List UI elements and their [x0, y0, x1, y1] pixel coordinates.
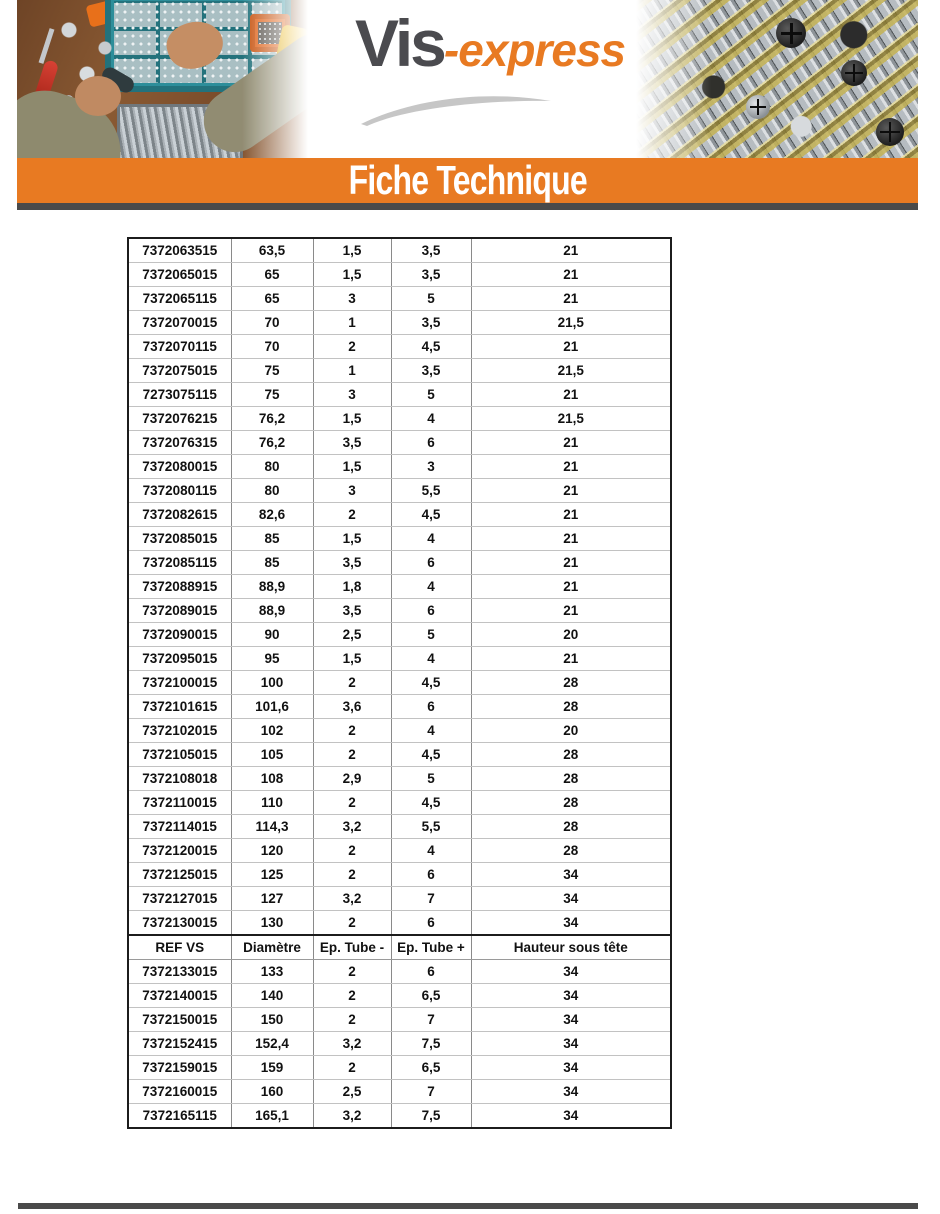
- table-cell: 21: [471, 647, 671, 671]
- table-cell: 165,1: [231, 1104, 313, 1129]
- table-cell: 114,3: [231, 815, 313, 839]
- table-row: [128, 359, 671, 383]
- table-cell: 21: [471, 335, 671, 359]
- table-row: [128, 887, 671, 911]
- spec-table-body: [128, 238, 671, 1128]
- table-cell: 85: [231, 527, 313, 551]
- table-cell: 34: [471, 1080, 671, 1104]
- table-cell: 1,5: [313, 407, 391, 431]
- table-row: [128, 839, 671, 863]
- table-cell: 6,5: [391, 984, 471, 1008]
- table-cell: 7372080115: [128, 479, 231, 503]
- table-cell: 21: [471, 455, 671, 479]
- table-cell: 7: [391, 887, 471, 911]
- table-cell: 70: [231, 335, 313, 359]
- table-cell: 85: [231, 551, 313, 575]
- table-cell: 20: [471, 719, 671, 743]
- table-cell: 3: [313, 479, 391, 503]
- table-row: [128, 1104, 671, 1129]
- banner: [17, 158, 918, 203]
- logo-swoosh: [359, 92, 559, 128]
- table-cell: 70: [231, 311, 313, 335]
- table-cell: 4,5: [391, 671, 471, 695]
- table-cell: 3,2: [313, 887, 391, 911]
- table-cell: 2,9: [313, 767, 391, 791]
- table-cell: 7372085115: [128, 551, 231, 575]
- column-header-cell: REF VS: [128, 935, 231, 960]
- table-cell: 7273075115: [128, 383, 231, 407]
- table-row: [128, 383, 671, 407]
- table-cell: 2,5: [313, 623, 391, 647]
- table-cell: 7372150015: [128, 1008, 231, 1032]
- table-cell: 34: [471, 1032, 671, 1056]
- table-cell: 4: [391, 839, 471, 863]
- table-cell: 28: [471, 695, 671, 719]
- table-cell: 1,5: [313, 647, 391, 671]
- table-cell: 7372065015: [128, 263, 231, 287]
- table-cell: 7372120015: [128, 839, 231, 863]
- photo-fade: [242, 0, 317, 158]
- table-cell: 4: [391, 647, 471, 671]
- table-cell: 3,5: [391, 359, 471, 383]
- table-cell: 130: [231, 911, 313, 936]
- table-cell: 21: [471, 551, 671, 575]
- table-cell: 21,5: [471, 359, 671, 383]
- table-cell: 7372070015: [128, 311, 231, 335]
- table-cell: 3,5: [391, 311, 471, 335]
- table-cell: 150: [231, 1008, 313, 1032]
- column-header-cell: Ep. Tube -: [313, 935, 391, 960]
- table-cell: 3,5: [391, 238, 471, 263]
- table-cell: 6: [391, 431, 471, 455]
- column-header-cell: Hauteur sous tête: [471, 935, 671, 960]
- table-cell: 28: [471, 791, 671, 815]
- table-cell: 2: [313, 335, 391, 359]
- table-row: [128, 455, 671, 479]
- table-row: [128, 335, 671, 359]
- table-cell: 21,5: [471, 407, 671, 431]
- table-cell: 2: [313, 503, 391, 527]
- table-row: [128, 647, 671, 671]
- table-row: [128, 719, 671, 743]
- table-container: [127, 237, 672, 1129]
- table-cell: 3,6: [313, 695, 391, 719]
- table-row: [128, 431, 671, 455]
- table-cell: 3,5: [391, 263, 471, 287]
- table-cell: 75: [231, 359, 313, 383]
- screwdriver-shaft: [39, 28, 55, 64]
- table-cell: 120: [231, 839, 313, 863]
- table-cell: 4,5: [391, 743, 471, 767]
- table-cell: 21: [471, 479, 671, 503]
- table-cell: 2,5: [313, 1080, 391, 1104]
- page-title: Fiche Technique: [348, 157, 587, 203]
- table-row: [128, 767, 671, 791]
- table-row: [128, 479, 671, 503]
- table-cell: 75: [231, 383, 313, 407]
- table-cell: 34: [471, 984, 671, 1008]
- table-cell: 34: [471, 1056, 671, 1080]
- table-cell: 100: [231, 671, 313, 695]
- screw-head-icon: [746, 95, 770, 119]
- table-cell: 6: [391, 599, 471, 623]
- table-cell: 2: [313, 960, 391, 984]
- table-cell: 34: [471, 863, 671, 887]
- table-row: [128, 503, 671, 527]
- table-row: [128, 960, 671, 984]
- table-cell: 3,2: [313, 1032, 391, 1056]
- table-cell: 5,5: [391, 815, 471, 839]
- table-cell: 1,5: [313, 238, 391, 263]
- table-cell: 2: [313, 911, 391, 936]
- table-cell: 34: [471, 1104, 671, 1129]
- table-cell: 3,5: [313, 599, 391, 623]
- table-cell: 76,2: [231, 407, 313, 431]
- table-cell: 7372088915: [128, 575, 231, 599]
- table-cell: 34: [471, 1008, 671, 1032]
- table-cell: 7372070115: [128, 335, 231, 359]
- table-cell: 4: [391, 527, 471, 551]
- table-cell: 3: [313, 383, 391, 407]
- table-cell: 7372076215: [128, 407, 231, 431]
- photo-fade: [626, 0, 711, 158]
- table-cell: 2: [313, 671, 391, 695]
- table-cell: 82,6: [231, 503, 313, 527]
- table-cell: 101,6: [231, 695, 313, 719]
- table-cell: 7372127015: [128, 887, 231, 911]
- table-cell: 21: [471, 263, 671, 287]
- table-cell: 95: [231, 647, 313, 671]
- table-cell: 7372159015: [128, 1056, 231, 1080]
- table-cell: 5,5: [391, 479, 471, 503]
- table-cell: 7372080015: [128, 455, 231, 479]
- table-cell: 7: [391, 1080, 471, 1104]
- screw-head-icon: [776, 18, 806, 48]
- table-cell: 63,5: [231, 238, 313, 263]
- table-cell: 4,5: [391, 791, 471, 815]
- table-cell: 105: [231, 743, 313, 767]
- table-cell: 7372076315: [128, 431, 231, 455]
- logo-express-text: -express: [443, 24, 626, 76]
- table-cell: 3,2: [313, 815, 391, 839]
- table-cell: 108: [231, 767, 313, 791]
- table-row: [128, 791, 671, 815]
- table-cell: 7372085015: [128, 527, 231, 551]
- table-cell: 1: [313, 311, 391, 335]
- table-cell: 21: [471, 431, 671, 455]
- table-cell: 4: [391, 719, 471, 743]
- table-cell: 5: [391, 623, 471, 647]
- table-cell: 2: [313, 719, 391, 743]
- table-cell: 4: [391, 407, 471, 431]
- table-row: [128, 1032, 671, 1056]
- table-cell: 21: [471, 599, 671, 623]
- table-cell: 7372110015: [128, 791, 231, 815]
- table-row: [128, 238, 671, 263]
- table-cell: 76,2: [231, 431, 313, 455]
- table-cell: 5: [391, 383, 471, 407]
- table-cell: 3,5: [313, 551, 391, 575]
- table-cell: 3,5: [313, 431, 391, 455]
- screw-pile-photo: [626, 0, 918, 158]
- table-cell: 65: [231, 263, 313, 287]
- table-cell: 28: [471, 815, 671, 839]
- table-cell: 2: [313, 839, 391, 863]
- table-cell: 2: [313, 863, 391, 887]
- table-cell: 21: [471, 503, 671, 527]
- table-cell: 4,5: [391, 503, 471, 527]
- table-cell: 7372160015: [128, 1080, 231, 1104]
- table-cell: 7: [391, 1008, 471, 1032]
- table-cell: 110: [231, 791, 313, 815]
- table-cell: 90: [231, 623, 313, 647]
- table-row: [128, 263, 671, 287]
- table-cell: 88,9: [231, 599, 313, 623]
- table-cell: 20: [471, 623, 671, 647]
- header: [17, 0, 918, 158]
- table-cell: 6: [391, 960, 471, 984]
- table-row: [128, 575, 671, 599]
- table-cell: 7372102015: [128, 719, 231, 743]
- table-cell: 6: [391, 863, 471, 887]
- table-cell: 7372101615: [128, 695, 231, 719]
- table-row: [128, 599, 671, 623]
- banner-underline: [17, 203, 918, 210]
- table-cell: 34: [471, 911, 671, 936]
- table-cell: 7372114015: [128, 815, 231, 839]
- table-cell: 34: [471, 887, 671, 911]
- column-header-cell: Ep. Tube +: [391, 935, 471, 960]
- table-cell: 4: [391, 575, 471, 599]
- table-cell: 28: [471, 767, 671, 791]
- footer-rule: [18, 1203, 918, 1209]
- table-cell: 80: [231, 479, 313, 503]
- table-cell: 3,2: [313, 1104, 391, 1129]
- table-row: [128, 863, 671, 887]
- table-cell: 4,5: [391, 335, 471, 359]
- table-cell: 7372133015: [128, 960, 231, 984]
- table-cell: 65: [231, 287, 313, 311]
- table-row: [128, 815, 671, 839]
- logo: [355, 6, 635, 140]
- table-row: [128, 743, 671, 767]
- table-cell: 127: [231, 887, 313, 911]
- table-cell: 6: [391, 551, 471, 575]
- table-row: [128, 1056, 671, 1080]
- table-row: [128, 527, 671, 551]
- table-cell: 1: [313, 359, 391, 383]
- table-cell: 140: [231, 984, 313, 1008]
- table-row: [128, 407, 671, 431]
- table-cell: 1,5: [313, 263, 391, 287]
- table-row: [128, 911, 671, 936]
- table-row: [128, 287, 671, 311]
- table-cell: 159: [231, 1056, 313, 1080]
- table-cell: 21: [471, 575, 671, 599]
- table-cell: 7372095015: [128, 647, 231, 671]
- table-cell: 7372063515: [128, 238, 231, 263]
- table-cell: 7372108018: [128, 767, 231, 791]
- table-cell: 7372090015: [128, 623, 231, 647]
- table-cell: 5: [391, 287, 471, 311]
- table-cell: 6: [391, 695, 471, 719]
- table-cell: 34: [471, 960, 671, 984]
- table-cell: 7372125015: [128, 863, 231, 887]
- table-row: [128, 984, 671, 1008]
- table-cell: 21: [471, 527, 671, 551]
- table-cell: 2: [313, 1056, 391, 1080]
- table-cell: 21: [471, 238, 671, 263]
- table-cell: 2: [313, 791, 391, 815]
- spec-table: [127, 237, 672, 1129]
- table-cell: 125: [231, 863, 313, 887]
- table-cell: 2: [313, 984, 391, 1008]
- table-cell: 28: [471, 839, 671, 863]
- table-cell: 21,5: [471, 311, 671, 335]
- table-cell: 21: [471, 383, 671, 407]
- table-cell: 7372165115: [128, 1104, 231, 1129]
- left-hand: [75, 76, 121, 116]
- table-cell: 21: [471, 287, 671, 311]
- table-cell: 1,5: [313, 455, 391, 479]
- table-cell: 7372089015: [128, 599, 231, 623]
- table-cell: 1,5: [313, 527, 391, 551]
- table-cell: 2: [313, 743, 391, 767]
- table-row: [128, 623, 671, 647]
- table-cell: 6,5: [391, 1056, 471, 1080]
- table-cell: 80: [231, 455, 313, 479]
- table-cell: 102: [231, 719, 313, 743]
- table-row: [128, 311, 671, 335]
- table-cell: 7372075015: [128, 359, 231, 383]
- workbench-photo: [17, 0, 317, 158]
- logo-vis-text: Vis: [355, 6, 444, 80]
- table-cell: 7372065115: [128, 287, 231, 311]
- table-cell: 88,9: [231, 575, 313, 599]
- table-cell: 1,8: [313, 575, 391, 599]
- table-cell: 160: [231, 1080, 313, 1104]
- table-cell: 6: [391, 911, 471, 936]
- table-cell: 7372152415: [128, 1032, 231, 1056]
- table-row: [128, 1008, 671, 1032]
- column-header-cell: Diamètre: [231, 935, 313, 960]
- table-cell: 3: [313, 287, 391, 311]
- table-row: [128, 671, 671, 695]
- table-row: [128, 551, 671, 575]
- table-cell: 7,5: [391, 1032, 471, 1056]
- table-cell: 7372105015: [128, 743, 231, 767]
- screw-head-icon: [876, 118, 904, 146]
- table-cell: 5: [391, 767, 471, 791]
- table-cell: 7372082615: [128, 503, 231, 527]
- table-row: [128, 695, 671, 719]
- screw-head-icon: [841, 60, 867, 86]
- table-cell: 28: [471, 743, 671, 767]
- table-cell: 7372100015: [128, 671, 231, 695]
- table-cell: 28: [471, 671, 671, 695]
- table-cell: 7,5: [391, 1104, 471, 1129]
- table-row: [128, 1080, 671, 1104]
- table-cell: 7372130015: [128, 911, 231, 936]
- table-cell: 7372140015: [128, 984, 231, 1008]
- table-cell: 133: [231, 960, 313, 984]
- table-cell: 3: [391, 455, 471, 479]
- table-cell: 152,4: [231, 1032, 313, 1056]
- table-cell: 2: [313, 1008, 391, 1032]
- table-mid-header-row: [128, 935, 671, 960]
